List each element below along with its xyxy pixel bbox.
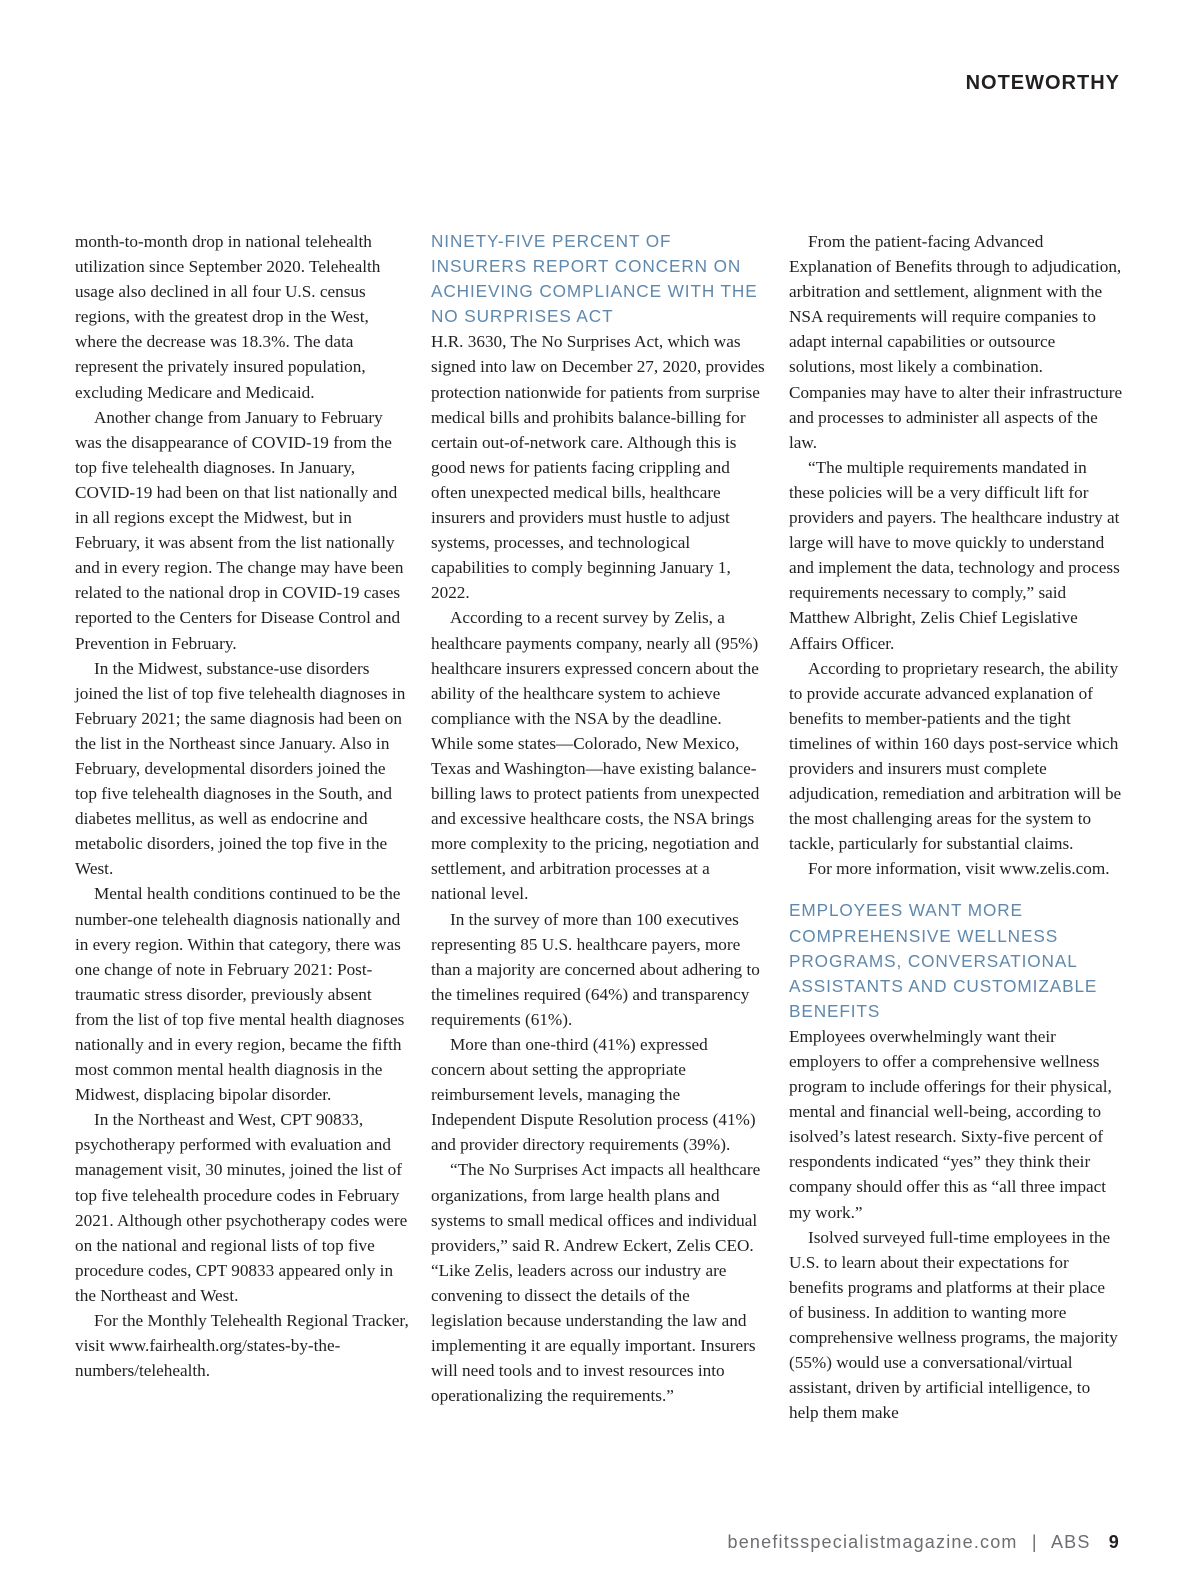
article-column-3 [789, 229, 1123, 1425]
section-label: NOTEWORTHY [965, 72, 1120, 94]
article-column-1 [75, 229, 409, 1383]
paragraph: According to proprietary research, the ability to provide accurate advanced explanation of benefits to member-patients and the tight timelines of within 160 days post-service which providers and insurers must complete adjudication, remediation and arbitration will be the most challenging areas for the system to tackle, particularly for substantial claims. [789, 658, 1122, 854]
paragraph: In the Midwest, substance-use disorders joined the list of top five telehealth diagnoses in February 2021; the same diagnosis had been on the list in the Northeast since January. Also in February, developmental disorders joined the top five telehealth diagnoses in the South, and diabetes mellitus, as well as endocrine and metabolic disorders, joined the top five in the West. [75, 658, 406, 879]
footer-site-url: benefitsspecialistmagazine.com [727, 1532, 1018, 1552]
article-heading-employee-wellness: EMPLOYEES WANT MORE COMPREHENSIVE WELLNESS PROGRAMS, CONVERSATIONAL ASSISTANTS AND CUSTOMIZABLE BENEFITS [789, 900, 1098, 1021]
article-column-2 [431, 229, 765, 1408]
paragraph: Mental health conditions continued to be the number-one telehealth diagnosis nationally and in every region. Within that category, there was one change of note in February 2021: Post-traumatic stress disorder, previously absent from the list of top five mental health diagnoses nationally and in every region, became the fifth most common mental health diagnosis in the Midwest, displacing bipolar disorder. [75, 884, 405, 1105]
paragraph: For the Monthly Telehealth Regional Tracker, visit www.fairhealth.org/states-by-the-numbers/telehealth. [75, 1311, 409, 1381]
paragraph: In the survey of more than 100 executives representing 85 U.S. healthcare payers, more than a majority are concerned about adhering to the timelines required (64%) and transparency requirements (61%). [431, 909, 760, 1029]
paragraph: Isolved surveyed full-time employees in the U.S. to learn about their expectations for benefits programs and platforms at their place of business. In addition to wanting more comprehensive wellness programs, the majority (55%) would use a conversational/virtual assistant, driven by artificial intelligence, to help them make [789, 1227, 1118, 1423]
paragraph: month-to-month drop in national telehealth utilization since September 2020. Telehealth usage also declined in all four U.S. census regions, with the greatest drop in the West, where the decrease was 18.3%. The data represent the privately insured population, excluding Medicare and Medicaid. [75, 232, 381, 402]
paragraph: In the Northeast and West, CPT 90833, psychotherapy performed with evaluation and management visit, 30 minutes, joined the list of top five telehealth procedure codes in February 2021. Although other psychotherapy codes were on the national and regional lists of top five procedure codes, CPT 90833 appeared only in the Northeast and West. [75, 1110, 408, 1305]
paragraph: H.R. 3630, The No Surprises Act, which was signed into law on December 27, 2020, provides protection nationwide for patients from surprise medical bills and prohibits balance-billing for certain out-of-network care. Although this is good news for patients facing crippling and often unexpected medical bills, healthcare insurers and providers must hustle to adjust systems, processes, and technological capabilities to comply beginning January 1, 2022. [431, 332, 765, 603]
paragraph: For more information, visit www.zelis.com. [808, 859, 1110, 879]
paragraph: From the patient-facing Advanced Explanation of Benefits through to adjudication, arbitration and settlement, alignment with the NSA requirements will require companies to adapt internal capabilities or outsource solutions, most likely a combination. Companies may have to alter their infrastructure and processes to administer all aspects of the law. [789, 232, 1123, 452]
paragraph: “The multiple requirements mandated in these policies will be a very difficult lift for providers and payers. The healthcare industry at large will have to move quickly to understand and implement the data, technology and process requirements necessary to comply,” said Matthew Albright, Zelis Chief Legislative Affairs Officer. [789, 457, 1120, 653]
article-heading-no-surprises-act: NINETY-FIVE PERCENT OF INSURERS REPORT CONCERN ON ACHIEVING COMPLIANCE WITH THE NO SURPRISES ACT [431, 231, 758, 327]
paragraph: More than one-third (41%) expressed concern about setting the appropriate reimbursement levels, managing the Independent Dispute Resolution process (41%) and provider directory requirements (39%). [431, 1035, 756, 1155]
paragraph: Another change from January to February was the disappearance of COVID-19 from the top five telehealth diagnoses. In January, COVID-19 had been on that list nationally and in all regions except the Midwest, but in February, it was absent from the list nationally and in every region. The change may have been related to the national drop in COVID-19 cases reported to the Centers for Disease Control and Prevention in February. [75, 407, 404, 653]
paragraph: “The No Surprises Act impacts all healthcare organizations, from large health plans and systems to small medical offices and individual providers,” said R. Andrew Eckert, Zelis CEO. “Like Zelis, leaders across our industry are convening to dissect the details of the legislation because understanding the law and implementing it are equally important. Insurers will need tools and to invest resources into operationalizing the requirements.” [431, 1160, 761, 1406]
paragraph: Employees overwhelmingly want their employers to offer a comprehensive wellness program to include offerings for their physical, mental and financial well-being, according to isolved’s latest research. Sixty-five percent of respondents indicated “yes” they think their company should offer this as “all three impact my work.” [789, 1026, 1112, 1222]
page-number: 9 [1108, 1532, 1120, 1552]
footer-separator: | [1031, 1532, 1038, 1552]
footer-publication: ABS [1050, 1532, 1091, 1552]
paragraph: According to a recent survey by Zelis, a healthcare payments company, nearly all (95%) healthcare insurers expressed concern about the ability of the healthcare system to achieve compliance with the NSA by the deadline. While some states—Colorado, New Mexico, Texas and Washington—have existing balance-billing laws to protect patients from unexpected and excessive healthcare costs, the NSA brings more complexity to the pricing, negotiation and settlement, and arbitration processes at a national level. [431, 608, 760, 904]
page-footer [728, 1532, 1121, 1553]
